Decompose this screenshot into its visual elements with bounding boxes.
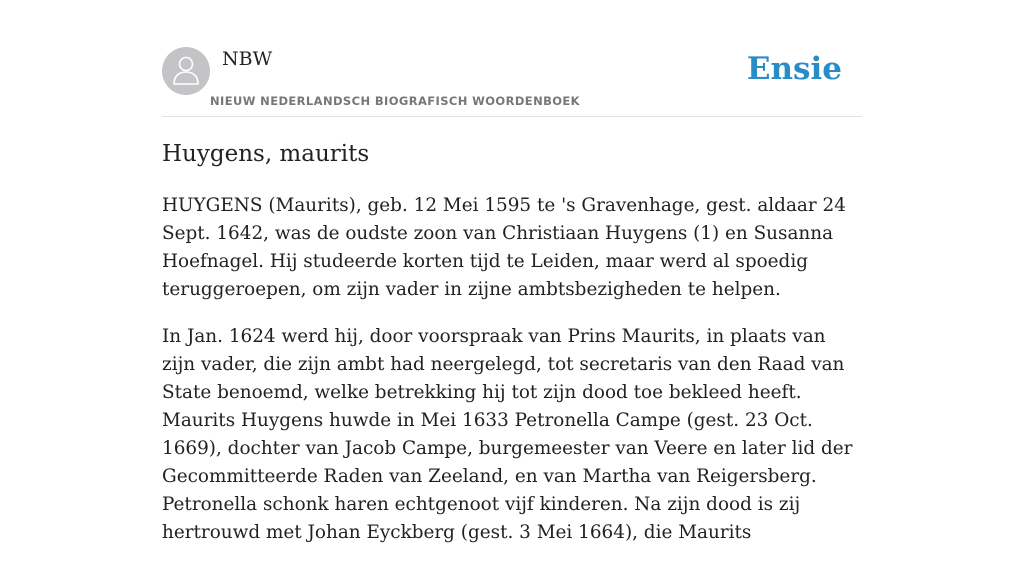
article-paragraph: In Jan. 1624 werd hij, door voorspraak van Prins Maurits, in plaats van zijn vader, die zijn ambt had neergelegd, tot secretaris van den Raad van State benoemd, welke betrekking hij tot zijn dood toe bekleed heeft. Maurits Huygens huwde in Mei 1633 Petronella Campe (gest. 23 Oct. 1669), dochter van Jacob Campe, burgemeester van Veere en later lid der Gecommitteerde Raden van Zeeland, en van Martha van Reigersberg. Petronella schonk haren echtgenoot vijf kinderen. Na zijn dood is zij hertrouwd met Johan Eyckberg (gest. 3 Mei 1664), die Maurits [162, 326, 853, 543]
page-title: Huygens, maurits [162, 141, 370, 167]
article-paragraph: HUYGENS (Maurits), geb. 12 Mei 1595 te 's Gravenhage, gest. aldaar 24 Sept. 1642, was de oudste zoon van Christiaan Huygens (1) en Susanna Hoefnagel. Hij studeerde korten tijd te Leiden, maar werd al spoedig teruggeroepen, om zijn vader in zijne ambtsbezigheden te helpen. [162, 195, 846, 300]
brand-logo[interactable]: Ensie [746, 51, 842, 87]
source-header [162, 46, 862, 117]
article-body [162, 192, 864, 566]
source-name-link[interactable]: NBW [222, 48, 273, 70]
source-full-name: NIEUW NEDERLANDSCH BIOGRAFISCH WOORDENBOEK [210, 94, 580, 108]
avatar[interactable] [162, 47, 210, 95]
